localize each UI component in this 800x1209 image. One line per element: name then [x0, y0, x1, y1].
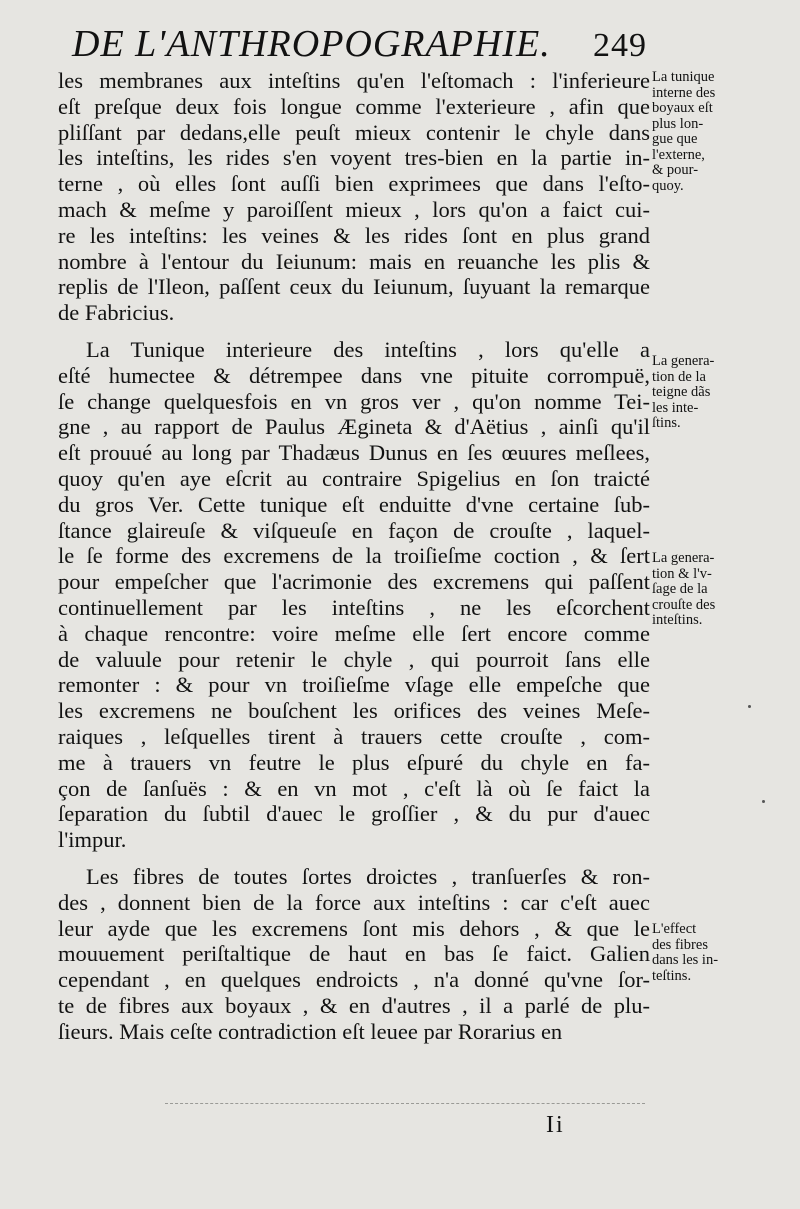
- margin-note-line: La genera-: [652, 353, 715, 369]
- paragraph-gap: [58, 853, 650, 864]
- bottom-rule: [165, 1103, 645, 1105]
- text-line: de valuule pour retenir le chyle , qui pourroit ſans elle: [58, 646, 650, 672]
- margin-note-line: quoy.: [652, 177, 684, 194]
- margin-note-line: inteſtins.: [652, 612, 703, 628]
- text-line: eſt prouué au long par Thadæus Dunus en ſes œuures meſlees,: [58, 440, 650, 466]
- margin-note-teigne: [652, 354, 797, 432]
- text-line: La Tunique interieure des inteſtins , lors qu'elle a: [86, 336, 650, 362]
- text-line: le ſe forme des excremens de la troiſieſme coction , & ſert: [58, 543, 650, 569]
- ink-speck: [762, 800, 765, 803]
- margin-note-line: interne des: [652, 84, 716, 101]
- text-line: nombre à l'entour du Ieiunum: mais en reuanche les plis &: [58, 248, 650, 274]
- running-head-title: DE L'ANTHROPOGRAPHIE.: [72, 23, 551, 65]
- text-line: leur ayde que les excremens ſont mis dehors , & que le: [58, 915, 650, 941]
- text-line: mach & meſme y paroiſſent mieux , lors qu'on a faict cui-: [58, 196, 650, 222]
- margin-note-line: plus lon-: [652, 115, 704, 132]
- text-line: eſté humectee & détrempee dans vne pituite corrompuë,: [58, 362, 650, 388]
- margin-note-line: La tunique: [652, 69, 715, 85]
- text-line: à chaque rencontre: voire meſme elle ſert encore comme: [58, 620, 650, 646]
- text-line: çon de ſanſuës : & en vn mot , c'eſt là où ſe faict la: [58, 775, 650, 801]
- text-line: des , donnent bien de la force aux inteſtins : car c'eſt auec: [58, 889, 650, 915]
- text-line: terne , où elles ſont auſſi bien exprimees que dans l'eſto-: [58, 171, 650, 197]
- text-line: ſe change quelquesfois en vn gros ver , qu'on nomme Tei-: [58, 388, 650, 414]
- text-line: remonter : & pour vn troiſieſme vſage elle empeſche que: [58, 672, 650, 698]
- text-line: l'impur.: [58, 827, 127, 853]
- text-line: cependant , en quelques endroicts , n'a donné qu'vne ſor-: [58, 967, 650, 993]
- margin-note-line: boyaux eſt: [652, 100, 713, 116]
- margin-note-line: dans les in-: [652, 952, 719, 968]
- margin-note-fibres: [652, 922, 797, 984]
- margin-note-line: gue que: [652, 131, 698, 147]
- margin-note-line: L'effect: [652, 921, 697, 937]
- ink-speck: [748, 705, 751, 708]
- page-number: 249: [593, 27, 647, 64]
- margin-note-line: l'externe,: [652, 146, 705, 163]
- text-line: me à trauers vn feutre le plus eſpuré du chyle en fa-: [58, 749, 650, 775]
- running-head: [72, 22, 647, 68]
- margin-note-line: crouſte des: [652, 596, 716, 613]
- catchword: Ii: [546, 1112, 565, 1138]
- text-line: te de fibres aux boyaux , & en d'autres , il a parlé de plu-: [58, 992, 650, 1018]
- margin-note-line: teſtins.: [652, 967, 692, 984]
- text-line: eſt preſque deux fois longue comme l'exterieure , afin que: [58, 93, 650, 119]
- text-line: raiques , leſquelles tirent à trauers cette crouſte , com-: [58, 723, 650, 749]
- text-line: ſeparation du ſubtil d'auec le groſſier , & du pur d'auec: [58, 801, 650, 827]
- paragraph-gap: [58, 326, 650, 337]
- text-line: quoy qu'en aye eſcrit au contraire Spigelius en ſon traicté: [58, 465, 650, 491]
- margin-note-line: La genera-: [652, 550, 715, 566]
- margin-note-tunique: [652, 70, 797, 194]
- text-line: les membranes aux inteſtins qu'en l'eſtomach : l'inferieure: [58, 68, 650, 93]
- text-line: mouuement periſtaltique de haut en bas ſe faict. Galien: [58, 941, 650, 967]
- margin-note-line: tion & l'v-: [652, 565, 712, 582]
- text-line: pliſſant par dedans,elle peuſt mieux contenir le chyle dans: [58, 119, 650, 145]
- margin-note-line: ſage de la: [652, 581, 708, 597]
- margin-note-line: les inte-: [652, 399, 699, 416]
- text-line: replis de l'Ileon, paſſent ceux du Ieiunum, ſuyuant la remarque: [58, 274, 650, 300]
- body-text: [58, 68, 650, 1044]
- margin-note-line: des fibres: [652, 936, 708, 953]
- text-line: de Fabricius.: [58, 300, 175, 326]
- margin-note-line: teigne dãs: [652, 384, 711, 400]
- margin-note-crouste: [652, 551, 797, 629]
- text-line: pour empeſcher que l'acrimonie des excremens qui paſſent: [58, 569, 650, 595]
- text-line: gne , au rapport de Paulus Æginetа & d'Aëtius , ainſi qu'il: [58, 414, 650, 440]
- margin-note-line: tion de la: [652, 368, 706, 385]
- text-line: Les fibres de toutes ſortes droictes , tranſuerſes & ron-: [86, 863, 650, 889]
- text-line: du gros Ver. Cette tunique eſt enduitte d'vne certaine ſub-: [58, 491, 650, 517]
- text-line: ſtance glaireuſe & viſqueuſe en façon de crouſte , laquel-: [58, 517, 650, 543]
- text-line: continuellement par les inteſtins , ne les eſcorchent: [58, 594, 650, 620]
- text-line: re les inteſtins: les veines & les rides ſont en plus grand: [58, 222, 650, 248]
- text-line: ſieurs. Mais ceſte contradiction eſt leuee par Rorarius en: [58, 1018, 563, 1044]
- text-line: les excremens ne bouſchent les orifices des veines Meſe-: [58, 698, 650, 724]
- margin-note-line: & pour-: [652, 162, 699, 178]
- text-line: les inteſtins, les rides s'en voyent tres-bien en la partie in-: [58, 145, 650, 171]
- margin-note-line: ſtins.: [652, 415, 681, 431]
